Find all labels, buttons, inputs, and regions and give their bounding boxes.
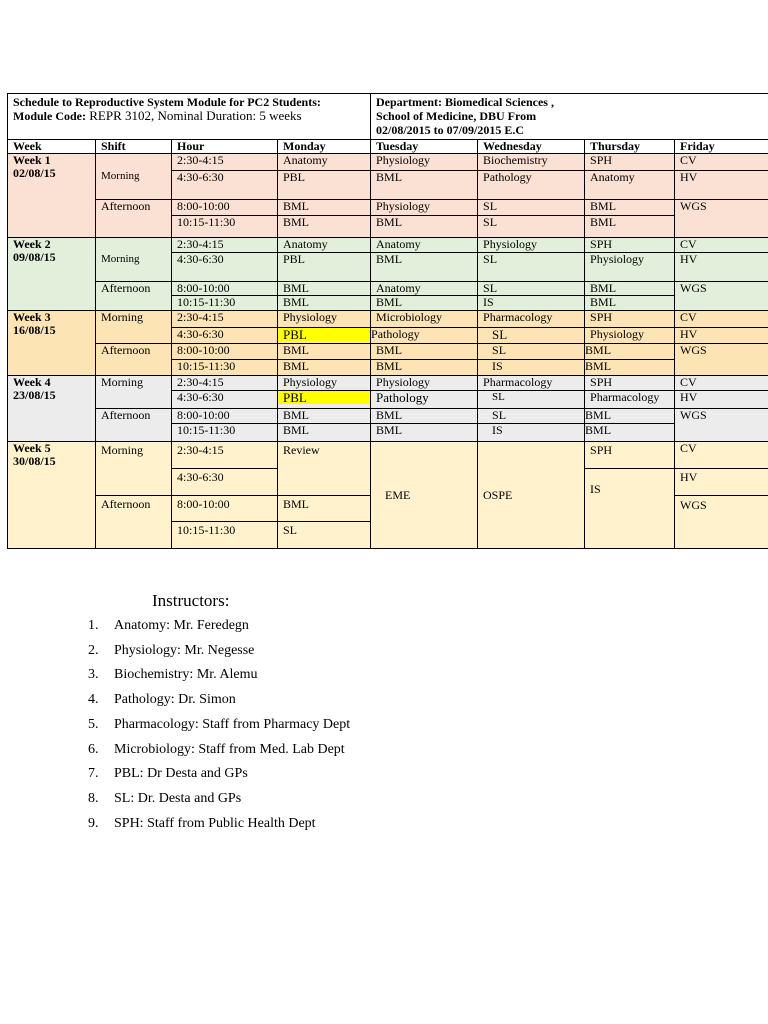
wednesday-cell: SL (478, 391, 585, 409)
thursday-cell: BML (585, 360, 675, 376)
week-1-cell (8, 154, 96, 238)
shift-morning: Morning (96, 376, 172, 409)
shift-afternoon: Afternoon (96, 282, 172, 311)
hour-cell: 4:30-6:30 (172, 171, 278, 200)
thursday-cell: Anatomy (585, 171, 675, 200)
thursday-cell: BML (585, 424, 675, 442)
monday-cell (278, 328, 371, 344)
hour-cell: 8:00-10:00 (172, 200, 278, 216)
week-5-cell (8, 442, 96, 549)
wednesday-cell: IS (478, 424, 585, 442)
monday-cell: BML (278, 216, 371, 238)
hour-cell: 10:15-11:30 (172, 216, 278, 238)
list-number: 2. (88, 642, 99, 658)
tuesday-cell: BML (371, 360, 478, 376)
hour-cell: 10:15-11:30 (172, 522, 278, 549)
wednesday-cell: IS (478, 296, 585, 311)
friday-cell: WGS (675, 282, 768, 311)
wednesday-cell: SL (478, 216, 585, 238)
tuesday-cell: Physiology (371, 376, 478, 391)
list-item-text: Microbiology: Staff from Med. Lab Dept (114, 741, 345, 757)
hour-cell: 10:15-11:30 (172, 424, 278, 442)
tuesday-cell: Pathology (371, 391, 478, 409)
monday-cell: BML (278, 282, 371, 296)
thursday-cell: SPH (585, 311, 675, 328)
wednesday-cell: SL (478, 344, 585, 360)
monday-cell: SL (278, 522, 371, 549)
list-item-text: Pharmacology: Staff from Pharmacy Dept (114, 716, 351, 732)
col-header-shift: Shift (96, 140, 172, 154)
col-header-wednesday: Wednesday (478, 140, 585, 154)
thursday-cell: Physiology (585, 328, 675, 344)
thursday-cell: BML (585, 409, 675, 424)
monday-cell: BML (278, 409, 371, 424)
schedule-title-cell (8, 94, 371, 140)
friday-cell: WGS (675, 409, 768, 442)
friday-cell: HV (675, 253, 768, 282)
department-line-1: Department: Biomedical Sciences , (376, 95, 554, 109)
list-number: 5. (88, 716, 99, 732)
hour-cell: 8:00-10:00 (172, 496, 278, 522)
list-item (88, 639, 350, 664)
monday-cell: Anatomy (278, 154, 371, 171)
tuesday-cell: BML (371, 216, 478, 238)
monday-cell: PBL (278, 171, 371, 200)
friday-cell: WGS (675, 344, 768, 376)
instructors-list (88, 614, 350, 836)
shift-morning: Morning (96, 238, 172, 282)
friday-cell: WGS (675, 496, 768, 549)
tuesday-cell: Physiology (371, 200, 478, 216)
list-item (88, 663, 350, 688)
hour-cell: 4:30-6:30 (172, 253, 278, 282)
wednesday-cell: SL (478, 253, 585, 282)
wednesday-cell: SL (478, 282, 585, 296)
tuesday-cell: Pathology (371, 328, 478, 344)
col-header-hour: Hour (172, 140, 278, 154)
week-label: Week 4 (13, 375, 51, 389)
schedule-header-row (8, 94, 768, 140)
shift-afternoon: Afternoon (96, 409, 172, 442)
hour-cell: 2:30-4:15 (172, 376, 278, 391)
thursday-cell: SPH (585, 238, 675, 253)
wednesday-cell: OSPE (478, 442, 585, 549)
thursday-cell: SPH (585, 376, 675, 391)
monday-cell: BML (278, 424, 371, 442)
hour-cell: 2:30-4:15 (172, 311, 278, 328)
thursday-cell: IS (585, 469, 675, 549)
monday-cell: Physiology (278, 376, 371, 391)
hour-cell: 4:30-6:30 (172, 469, 278, 496)
highlighted-subject: PBL (278, 328, 370, 341)
table-row (8, 376, 768, 391)
monday-cell: Physiology (278, 311, 371, 328)
col-header-monday: Monday (278, 140, 371, 154)
col-header-thursday: Thursday (585, 140, 675, 154)
monday-cell: Review (278, 442, 371, 496)
thursday-cell: BML (585, 200, 675, 216)
list-item-text: Pathology: Dr. Simon (114, 692, 236, 708)
week-date: 23/08/15 (13, 388, 56, 402)
monday-cell (278, 391, 371, 409)
wednesday-cell: Physiology (478, 238, 585, 253)
col-header-tuesday: Tuesday (371, 140, 478, 154)
monday-cell: BML (278, 200, 371, 216)
thursday-cell: BML (585, 282, 675, 296)
instructors-title-text: Instructors (152, 591, 225, 610)
list-number: 4. (88, 692, 99, 708)
thursday-cell: Pharmacology (585, 391, 675, 409)
col-header-friday: Friday (675, 140, 768, 154)
tuesday-cell: EME (371, 442, 478, 549)
module-code-value: REPR 3102, Nominal Duration: 5 weeks (86, 108, 302, 123)
list-item (88, 787, 350, 812)
hour-cell: 8:00-10:00 (172, 344, 278, 360)
hour-cell: 2:30-4:15 (172, 442, 278, 469)
list-item-text: SPH: Staff from Public Health Dept (114, 815, 316, 831)
friday-cell: CV (675, 376, 768, 391)
list-item (88, 713, 350, 738)
monday-cell: BML (278, 344, 371, 360)
tuesday-cell: BML (371, 424, 478, 442)
hour-cell: 8:00-10:00 (172, 409, 278, 424)
shift-morning: Morning (96, 154, 172, 200)
monday-cell: BML (278, 360, 371, 376)
week-date: 02/08/15 (13, 166, 56, 180)
wednesday-cell: IS (478, 360, 585, 376)
col-header-week: Week (8, 140, 96, 154)
tuesday-cell: Microbiology (371, 311, 478, 328)
hour-cell: 2:30-4:15 (172, 238, 278, 253)
week-label: Week 1 (13, 153, 51, 167)
thursday-cell: Physiology (585, 253, 675, 282)
monday-cell: Anatomy (278, 238, 371, 253)
friday-cell: WGS (675, 200, 768, 238)
department-cell (371, 94, 768, 140)
wednesday-cell: SL (478, 200, 585, 216)
list-item (88, 688, 350, 713)
shift-afternoon: Afternoon (96, 496, 172, 549)
tuesday-cell: Physiology (371, 154, 478, 171)
friday-cell: HV (675, 469, 768, 496)
tuesday-cell: Anatomy (371, 282, 478, 296)
week-label: Week 2 (13, 237, 51, 251)
wednesday-cell: Pharmacology (478, 311, 585, 328)
table-row (8, 154, 768, 171)
hour-cell: 10:15-11:30 (172, 360, 278, 376)
hour-cell: 2:30-4:15 (172, 154, 278, 171)
tuesday-cell: BML (371, 409, 478, 424)
week-date: 09/08/15 (13, 250, 56, 264)
list-item (88, 762, 350, 787)
table-row (8, 200, 768, 216)
highlighted-subject: PBL (278, 391, 370, 404)
list-number: 9. (88, 815, 99, 831)
schedule-table (7, 93, 768, 549)
shift-afternoon: Afternoon (96, 344, 172, 376)
shift-morning: Morning (96, 311, 172, 344)
table-row (8, 442, 768, 469)
list-item (88, 614, 350, 639)
department-line-2: School of Medicine, DBU From (376, 109, 537, 123)
friday-cell: CV (675, 311, 768, 328)
friday-cell: CV (675, 442, 768, 469)
thursday-cell: BML (585, 216, 675, 238)
week-4-cell (8, 376, 96, 442)
week-label: Week 5 (13, 441, 51, 455)
friday-cell: HV (675, 328, 768, 344)
list-item-text: Biochemistry: Mr. Alemu (114, 667, 258, 683)
module-code-label: Module Code: (13, 109, 86, 123)
list-item-text: SL: Dr. Desta and GPs (114, 790, 242, 806)
table-row (8, 282, 768, 296)
wednesday-cell: Biochemistry (478, 154, 585, 171)
wednesday-cell: Pathology (478, 171, 585, 200)
column-header-row (8, 140, 768, 154)
friday-cell: HV (675, 171, 768, 200)
tuesday-cell: BML (371, 253, 478, 282)
shift-morning: Morning (96, 442, 172, 496)
list-item (88, 812, 350, 837)
week-date: 30/08/15 (13, 454, 56, 468)
thursday-cell: SPH (585, 154, 675, 171)
list-number: 3. (88, 667, 99, 683)
wednesday-cell: Pharmacology (478, 376, 585, 391)
hour-cell: 8:00-10:00 (172, 282, 278, 296)
table-row (8, 311, 768, 328)
department-line-3: 02/08/2015 to 07/09/2015 E.C (376, 123, 525, 137)
wednesday-cell: SL (478, 328, 585, 344)
week-date: 16/08/15 (13, 323, 56, 337)
instructors-section (88, 590, 350, 836)
monday-cell: BML (278, 296, 371, 311)
hour-cell: 10:15-11:30 (172, 296, 278, 311)
hour-cell: 4:30-6:30 (172, 328, 278, 344)
monday-cell: BML (278, 496, 371, 522)
list-number: 1. (88, 618, 99, 633)
week-label: Week 3 (13, 310, 51, 324)
list-number: 8. (88, 790, 99, 806)
list-item-text: PBL: Dr Desta and GPs (114, 766, 248, 782)
tuesday-cell: BML (371, 344, 478, 360)
friday-cell: CV (675, 238, 768, 253)
tuesday-cell: Anatomy (371, 238, 478, 253)
list-number: 7. (88, 766, 99, 782)
monday-cell: PBL (278, 253, 371, 282)
list-item (88, 738, 350, 763)
list-number: 6. (88, 741, 99, 757)
friday-cell: HV (675, 391, 768, 409)
instructors-title (152, 590, 350, 612)
table-row (8, 238, 768, 253)
thursday-cell: SPH (585, 442, 675, 469)
thursday-cell: BML (585, 296, 675, 311)
week-2-cell (8, 238, 96, 311)
instructors-title-colon: : (224, 591, 230, 610)
list-item-text: Physiology: Mr. Negesse (114, 642, 255, 658)
tuesday-cell: BML (371, 296, 478, 311)
schedule-title: Schedule to Reproductive System Module for PC2 Students: (13, 95, 321, 109)
hour-cell: 4:30-6:30 (172, 391, 278, 409)
table-row (8, 409, 768, 424)
tuesday-cell: BML (371, 171, 478, 200)
thursday-cell: BML (585, 344, 675, 360)
wednesday-cell: SL (478, 409, 585, 424)
table-row (8, 344, 768, 360)
week-3-cell (8, 311, 96, 376)
friday-cell: CV (675, 154, 768, 171)
list-item-text: Anatomy: Mr. Feredegn (114, 618, 249, 633)
shift-afternoon: Afternoon (96, 200, 172, 238)
